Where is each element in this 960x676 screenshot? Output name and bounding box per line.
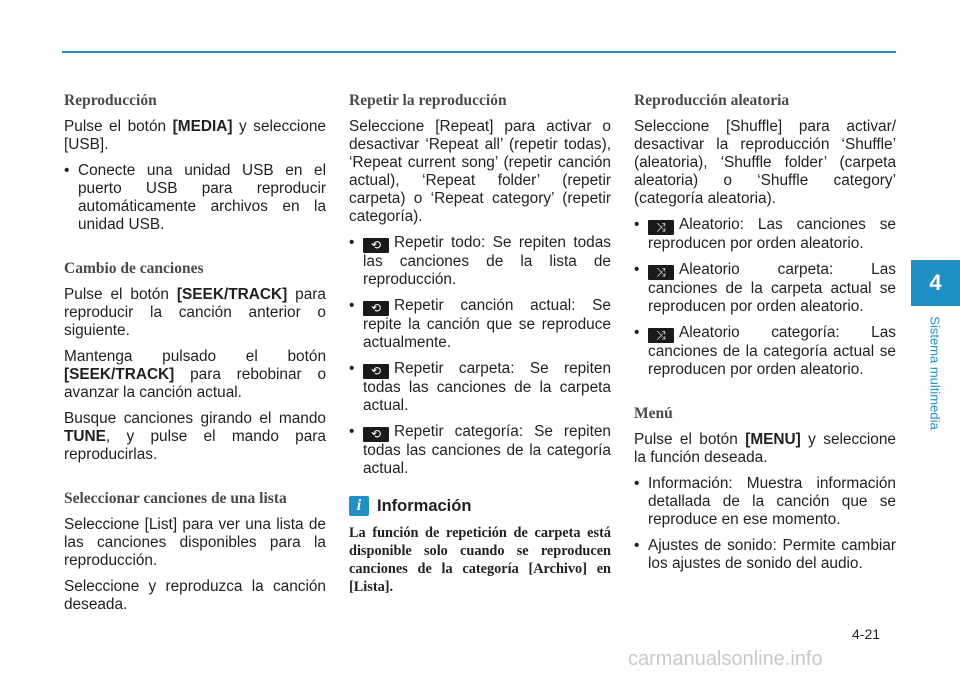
aleatoria-paragraph: Seleccione [Shuffle] para activar/ desactivar la reproducción ‘Shuffle’ (aleatoria), ‘Shuffle folder’ (carpeta aleatoria) o ‘Shuffle category’ (categoría aleatoria).	[634, 118, 896, 207]
info-title: Información	[377, 497, 472, 515]
heading-seleccionar: Seleccionar canciones de una lista	[64, 490, 287, 507]
heading-repetir: Repetir la reproducción	[349, 92, 507, 109]
info-text: La función de repetición de carpeta está disponible solo cuando se reproducen canciones de la categoría [Archivo] en [Lista].	[349, 525, 611, 595]
heading-menu: Menú	[634, 405, 673, 422]
chapter-tab: 4	[911, 260, 960, 306]
repeat-one-icon: ⟲	[363, 301, 389, 316]
list-item: • ⟲ Repetir categoría: Se repiten todas las canciones de la categoría actual.	[349, 423, 611, 478]
list-item: • ⟲ Repetir canción actual: Se repite la canción que se reproduce actualmente.	[349, 297, 611, 352]
chapter-label: Sistema multimedia	[927, 316, 943, 430]
menu-paragraph: Pulse el botón [MENU] y seleccione la función deseada.	[634, 431, 896, 466]
list-item: • ⟲ Repetir todo: Se repiten todas las canciones de la lista de reproducción.	[349, 234, 611, 289]
heading-aleatoria: Reproducción aleatoria	[634, 92, 790, 109]
reproduccion-list	[64, 162, 326, 234]
list-item: • ⤨ Aleatorio carpeta: Las canciones de la carpeta actual se reproducen por orden aleatorio.	[634, 261, 896, 316]
repeat-folder-icon: ⟲	[363, 364, 389, 379]
column-middle	[349, 92, 611, 596]
reproduccion-paragraph: Pulse el botón [MEDIA] y seleccione [USB].	[64, 118, 326, 153]
repetir-list	[349, 234, 611, 478]
cambio-paragraph-3: Busque canciones girando el mando TUNE, y pulse el mando para reproducirlas.	[64, 410, 326, 463]
shuffle-category-icon: ⤨	[648, 328, 674, 343]
heading-reproduccion: Reproducción	[64, 92, 157, 109]
list-item: • ⤨ Aleatorio categoría: Las canciones de la categoría actual se reproducen por orden aleatorio.	[634, 324, 896, 379]
seleccionar-paragraph-1: Seleccione [List] para ver una lista de las canciones disponibles para la reproducción.	[64, 516, 326, 569]
repeat-category-icon: ⟲	[363, 427, 389, 442]
repetir-paragraph: Seleccione [Repeat] para activar o desactivar ‘Repeat all’ (repetir todas), ‘Repeat current song’ (repetir canción actual), ‘Repeat folder’ (repetir carpeta) o ‘Repeat category’ (repetir categoría).	[349, 118, 611, 225]
list-item: • ⤨ Aleatorio: Las canciones se reproducen por orden aleatorio.	[634, 216, 896, 253]
cambio-paragraph-1: Pulse el botón [SEEK/TRACK] para reproducir la canción anterior o siguiente.	[64, 286, 326, 339]
seleccionar-paragraph-2: Seleccione y reproduzca la canción deseada.	[64, 578, 326, 613]
repeat-all-icon: ⟲	[363, 238, 389, 253]
shuffle-icon: ⤨	[648, 220, 674, 235]
cambio-paragraph-2: Mantenga pulsado el botón [SEEK/TRACK] para rebobinar o avanzar la canción actual.	[64, 348, 326, 401]
list-item: • Ajustes de sonido: Permite cambiar los ajustes de sonido del audio.	[634, 537, 896, 573]
heading-cambio: Cambio de canciones	[64, 260, 204, 277]
list-item: • Información: Muestra información detallada de la canción que se reproduce en ese momento.	[634, 475, 896, 529]
menu-list	[634, 475, 896, 573]
shuffle-folder-icon: ⤨	[648, 265, 674, 280]
list-item: • Conecte una unidad USB en el puerto USB para reproducir automáticamente archivos en la unidad USB.	[64, 162, 326, 234]
aleatoria-list	[634, 216, 896, 379]
watermark: carmanualsonline.info	[628, 648, 823, 670]
page-number: 4-21	[852, 626, 881, 642]
info-header	[349, 496, 611, 516]
list-item: • ⟲ Repetir carpeta: Se repiten todas las canciones de la carpeta actual.	[349, 360, 611, 415]
column-left	[64, 92, 326, 622]
top-rule	[62, 51, 896, 53]
info-icon: i	[349, 496, 369, 516]
column-right	[634, 92, 896, 581]
